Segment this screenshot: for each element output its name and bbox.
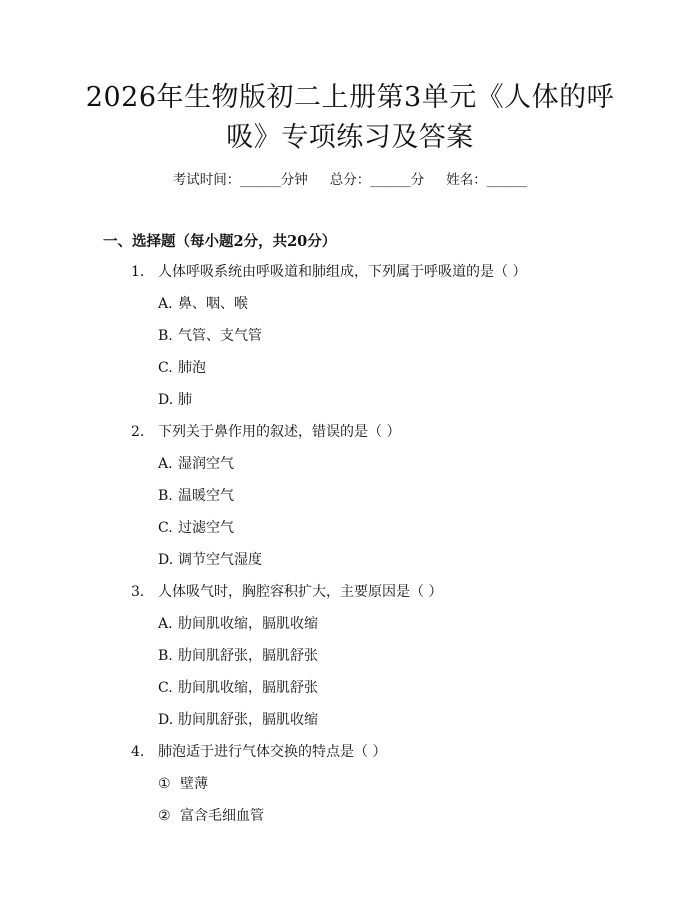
option-text: 气管、支气管: [178, 328, 262, 344]
option-1a: [158, 293, 248, 313]
option-label: ②: [158, 808, 171, 824]
option-2c: [158, 517, 234, 537]
title-line-2: 吸》专项练习及答案: [226, 122, 474, 153]
option-2b: [158, 485, 234, 505]
question-text: 人体呼吸系统由呼吸道和肺组成，下列属于呼吸道的是（ ）: [158, 264, 527, 280]
question-1: [131, 261, 526, 281]
question-number: 4.: [131, 744, 145, 760]
question-text: 人体吸气时，胸腔容积扩大，主要原因是（ ）: [158, 584, 443, 600]
total-score-field: 总分：______分: [329, 172, 425, 188]
option-text: 肋间肌舒张，膈肌收缩: [178, 712, 318, 728]
section-title: 一、选择题（每小题2分，共20分）: [103, 233, 337, 250]
option-1c: [158, 357, 206, 377]
option-4-2: [158, 805, 264, 825]
option-2d: [158, 549, 262, 569]
option-3a: [158, 613, 318, 633]
option-text: 肋间肌舒张，膈肌舒张: [178, 648, 318, 664]
question-number: 2.: [131, 424, 145, 440]
option-text: 鼻、咽、喉: [178, 296, 248, 312]
exam-time-field: 考试时间：______分钟: [172, 172, 308, 188]
option-text: 湿润空气: [178, 456, 234, 472]
option-text: 富含毛细血管: [180, 808, 264, 824]
option-3c: [158, 677, 318, 697]
option-label: A.: [158, 616, 173, 632]
name-field: 姓名：______: [446, 172, 528, 188]
option-label: C.: [158, 520, 173, 536]
exam-meta: [0, 168, 700, 188]
option-text: 肋间肌收缩，膈肌舒张: [178, 680, 318, 696]
option-3b: [158, 645, 318, 665]
option-label: C.: [158, 680, 173, 696]
option-label: B.: [158, 648, 173, 664]
option-label: D.: [158, 712, 174, 728]
option-text: 调节空气湿度: [178, 552, 262, 568]
option-text: 壁薄: [180, 776, 208, 792]
question-text: 下列关于鼻作用的叙述，错误的是（ ）: [158, 424, 401, 440]
option-label: D.: [158, 392, 174, 408]
option-3d: [158, 709, 318, 729]
question-text: 肺泡适于进行气体交换的特点是（ ）: [158, 744, 387, 760]
title-line-1: 2026年生物版初二上册第3单元《人体的呼: [85, 82, 615, 113]
option-text: 肺: [178, 392, 192, 408]
option-text: 温暖空气: [178, 488, 234, 504]
question-number: 3.: [131, 584, 145, 600]
option-label: B.: [158, 488, 173, 504]
option-4-1: [158, 773, 208, 793]
option-label: B.: [158, 328, 173, 344]
question-3: [131, 581, 442, 601]
option-1b: [158, 325, 262, 345]
option-label: A.: [158, 296, 173, 312]
option-text: 肋间肌收缩，膈肌收缩: [178, 616, 318, 632]
option-2a: [158, 453, 234, 473]
option-label: C.: [158, 360, 173, 376]
question-number: 1.: [131, 264, 145, 280]
question-2: [131, 421, 400, 441]
option-text: 过滤空气: [178, 520, 234, 536]
option-1d: [158, 389, 192, 409]
option-label: ①: [158, 776, 171, 792]
document-title: [60, 78, 640, 158]
option-label: D.: [158, 552, 174, 568]
question-4: [131, 741, 386, 761]
option-label: A.: [158, 456, 173, 472]
option-text: 肺泡: [178, 360, 206, 376]
